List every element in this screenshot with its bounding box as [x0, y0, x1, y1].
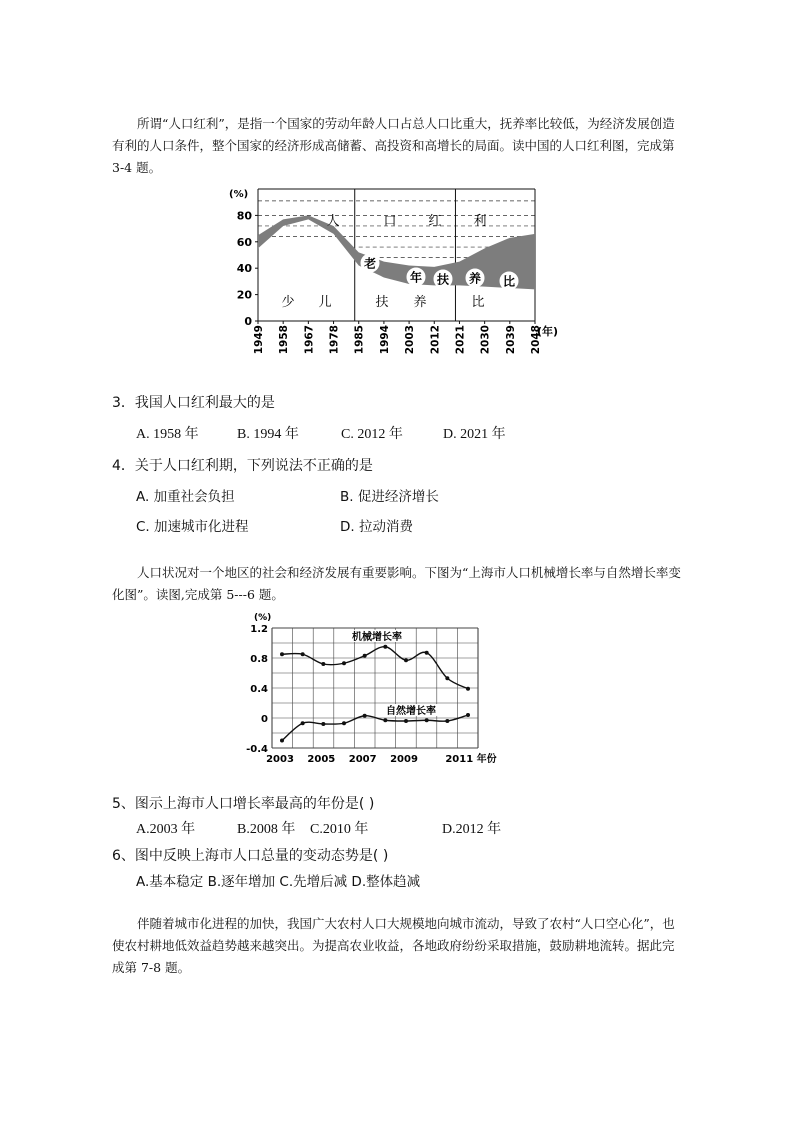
y-tick-label: 20	[236, 288, 252, 302]
region-label-s2: 儿	[318, 295, 332, 310]
x-tick-label: 2021	[454, 325, 467, 355]
q3-option-c: C. 2012 年	[341, 427, 403, 442]
q4-option-a: A. 加重社会负担	[136, 489, 235, 505]
y-tick-label: 0.4	[250, 684, 268, 695]
q4-option-d: D. 拉动消费	[340, 519, 413, 535]
x-tick-label: 2048	[530, 325, 542, 355]
y-tick-label: -0.4	[246, 744, 268, 755]
series-point-1	[301, 721, 305, 725]
x-tick-label: 2030	[479, 325, 492, 355]
q5-option-b: B.2008 年	[237, 822, 296, 837]
x-tick-label: 1994	[378, 325, 391, 355]
x-tick-label: 1978	[328, 325, 341, 355]
series-point-0	[321, 662, 325, 666]
region-label-c4: 利	[473, 214, 487, 229]
q6-options: A.基本稳定 B.逐年增加 C.先增后减 D.整体趋减	[136, 874, 421, 890]
x-tick-label: 2007	[348, 754, 377, 765]
region-label-c2: 口	[383, 214, 397, 229]
x-tick-label: 2005	[307, 754, 336, 765]
region-label-b1: 比	[471, 295, 485, 310]
x-tick-label: 1985	[353, 325, 366, 355]
x-axis-unit: (年)	[537, 325, 559, 338]
region-label-f1: 扶	[375, 295, 389, 310]
x-tick-label: 1958	[278, 325, 291, 355]
question-6-stem: 6、图中反映上海市人口总量的变动态势是( )	[112, 848, 389, 864]
q3-option-b: B. 1994 年	[237, 427, 299, 442]
series-label-mechanical: 机械增长率	[352, 632, 402, 643]
x-tick-label: 2011 年份	[445, 754, 497, 765]
q5-option-a: A.2003 年	[136, 822, 196, 837]
shanghai-growth-chart	[248, 608, 498, 768]
y-axis-unit: (%)	[254, 613, 272, 623]
x-tick-label: 2009	[390, 754, 418, 765]
y-axis-unit: (%)	[229, 189, 249, 200]
x-tick-label: 2012	[429, 325, 442, 355]
question-3-stem: 3．我国人口红利最大的是	[112, 395, 275, 411]
y-tick-label: 80	[236, 209, 252, 223]
series-point-1	[445, 719, 449, 723]
series-point-1	[466, 713, 470, 717]
q5-option-d: D.2012 年	[442, 822, 502, 837]
y-tick-label: 0	[244, 315, 252, 328]
q3-option-d: D. 2021 年	[443, 427, 506, 442]
region-label-o1: 老	[363, 256, 377, 271]
series-point-0	[383, 645, 387, 649]
x-tick-label: 2003	[266, 754, 294, 765]
y-tick-label: 0	[261, 714, 268, 725]
region-label-o3: 扶	[436, 272, 450, 287]
region-label-f2: 养	[413, 295, 427, 310]
series-point-1	[425, 718, 429, 722]
passage-1: 所谓“人口红利”，是指一个国家的劳动年龄人口占总人口比重大，抚养率比较低，为经济发展创造有利的人口条件，整个国家的经济形成高储蓄、高投资和高增长的局面。读中国的人口红利图，完成第 3-4 题。	[112, 116, 675, 175]
y-tick-label: 1.2	[250, 624, 268, 635]
series-point-0	[280, 652, 284, 656]
series-point-1	[280, 739, 284, 743]
q4-option-b: B. 促进经济增长	[340, 489, 439, 505]
series-point-0	[445, 676, 449, 680]
q5-option-c: C.2010 年	[310, 822, 369, 837]
x-tick-label: 1967	[303, 325, 316, 355]
region-label-o5: 比	[502, 274, 516, 289]
region-label-s1: 少	[281, 295, 295, 310]
passage-3: 伴随着城市化进程的加快，我国广大农村人口大规模地向城市流动，导致了农村“人口空心化”，也使农村耕地低效益趋势越来越突出。为提高农业收益，各地政府纷纷采取措施，鼓励耕地流转。据此完成第 7-8 题。	[112, 916, 675, 975]
question-4-stem: 4．关于人口红利期，下列说法不正确的是	[112, 458, 373, 474]
y-tick-label: 60	[236, 235, 252, 249]
series-point-1	[363, 714, 367, 718]
series-point-1	[321, 722, 325, 726]
series-label-natural: 自然增长率	[386, 706, 436, 717]
region-label-c1: 人	[326, 214, 340, 229]
region-label-o2: 年	[409, 270, 423, 285]
series-point-1	[404, 719, 408, 723]
series-point-1	[383, 718, 387, 722]
region-label-o4: 养	[468, 271, 482, 286]
x-tick-label: 2003	[404, 325, 417, 355]
y-tick-label: 40	[236, 262, 252, 276]
x-tick-label: 2039	[504, 325, 517, 355]
series-point-0	[363, 654, 367, 658]
series-point-0	[342, 661, 346, 665]
x-tick-label: 1949	[253, 325, 265, 355]
series-point-0	[404, 658, 408, 662]
question-5-stem: 5、图示上海市人口增长率最高的年份是( )	[112, 796, 375, 812]
series-point-0	[466, 687, 470, 691]
q3-option-a: A. 1958 年	[136, 427, 199, 442]
series-point-1	[342, 721, 346, 725]
series-point-0	[301, 652, 305, 656]
region-label-c3: 红	[428, 214, 442, 229]
demographic-dividend-chart	[225, 183, 559, 363]
passage-2: 人口状况对一个地区的社会和经济发展有重要影响。下图为“上海市人口机械增长率与自然增长率变化图”。读图,完成第 5---6 题。	[112, 565, 681, 602]
series-point-0	[425, 651, 429, 655]
q4-option-c: C. 加速城市化进程	[136, 519, 249, 535]
y-tick-label: 0.8	[250, 654, 268, 665]
